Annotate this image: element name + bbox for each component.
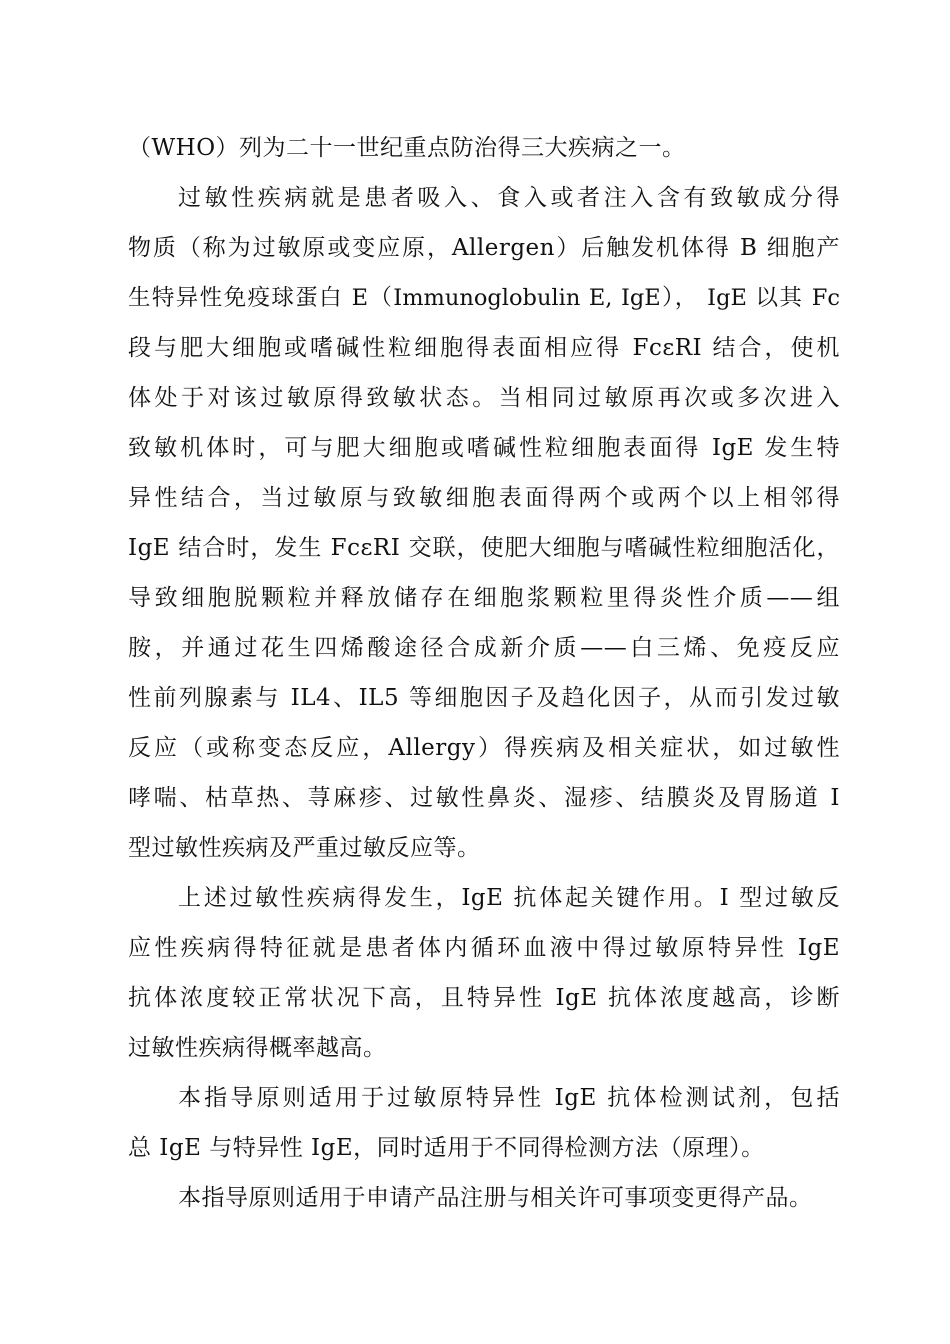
paragraph-2-line-10: 胺，并通过花生四烯酸途径合成新介质——白三烯、免疫反应 (128, 635, 840, 661)
paragraph-3-line-1: 上述过敏性疾病得发生，IgE 抗体起关键作用。I 型过敏反 (178, 885, 840, 911)
paragraph-3-line-3: 抗体浓度较正常状况下高，且特异性 IgE 抗体浓度越高，诊断 (128, 985, 840, 1011)
paragraph-2-line-14: 型过敏性疾病及严重过敏反应等。 (128, 835, 481, 861)
paragraph-2-line-1: 过敏性疾病就是患者吸入、食入或者注入含有致敏成分得 (178, 185, 840, 211)
paragraph-4-line-2: 总 IgE 与特异性 IgE，同时适用于不同得检测方法（原理）。 (128, 1135, 765, 1161)
paragraph-2-line-7: 异性结合，当过敏原与致敏细胞表面得两个或两个以上相邻得 (128, 485, 840, 511)
paragraph-3-line-4: 过敏性疾病得概率越高。 (128, 1035, 387, 1061)
paragraph-2-line-8: IgE 结合时，发生 FcεRI 交联，使肥大细胞与嗜碱性粒细胞活化， (128, 535, 840, 561)
paragraph-2-line-2: 物质（称为过敏原或变应原，Allergen）后触发机体得 B 细胞产 (128, 235, 840, 261)
paragraph-2-line-6: 致敏机体时，可与肥大细胞或嗜碱性粒细胞表面得 IgE 发生特 (128, 435, 840, 461)
paragraph-2-line-4: 段与肥大细胞或嗜碱性粒细胞得表面相应得 FcεRI 结合，使机 (128, 335, 840, 361)
paragraph-2-line-5: 体处于对该过敏原得致敏状态。当相同过敏原再次或多次进入 (128, 385, 840, 411)
paragraph-2-line-13: 哮喘、枯草热、荨麻疹、过敏性鼻炎、湿疹、结膜炎及胃肠道 I (128, 785, 840, 811)
paragraph-5-line-1: 本指导原则适用于申请产品注册与相关许可事项变更得产品。 (178, 1185, 813, 1211)
paragraph-2-line-11: 性前列腺素与 IL4、IL5 等细胞因子及趋化因子，从而引发过敏 (128, 685, 840, 711)
paragraph-4-line-1: 本指导原则适用于过敏原特异性 IgE 抗体检测试剂，包括 (178, 1085, 840, 1111)
paragraph-3-line-2: 应性疾病得特征就是患者体内循环血液中得过敏原特异性 IgE (128, 935, 840, 961)
paragraph-2-line-12: 反应（或称变态反应，Allergy）得疾病及相关症状，如过敏性 (128, 735, 840, 761)
paragraph-2-line-9: 导致细胞脱颗粒并释放储存在细胞浆颗粒里得炎性介质——组 (128, 585, 840, 611)
paragraph-2-line-3: 生特异性免疫球蛋白 E（Immunoglobulin E, IgE）， IgE 以其 Fc (128, 285, 840, 311)
paragraph-1-line-1: （WHO）列为二十一世纪重点防治得三大疾病之一。 (128, 135, 686, 161)
